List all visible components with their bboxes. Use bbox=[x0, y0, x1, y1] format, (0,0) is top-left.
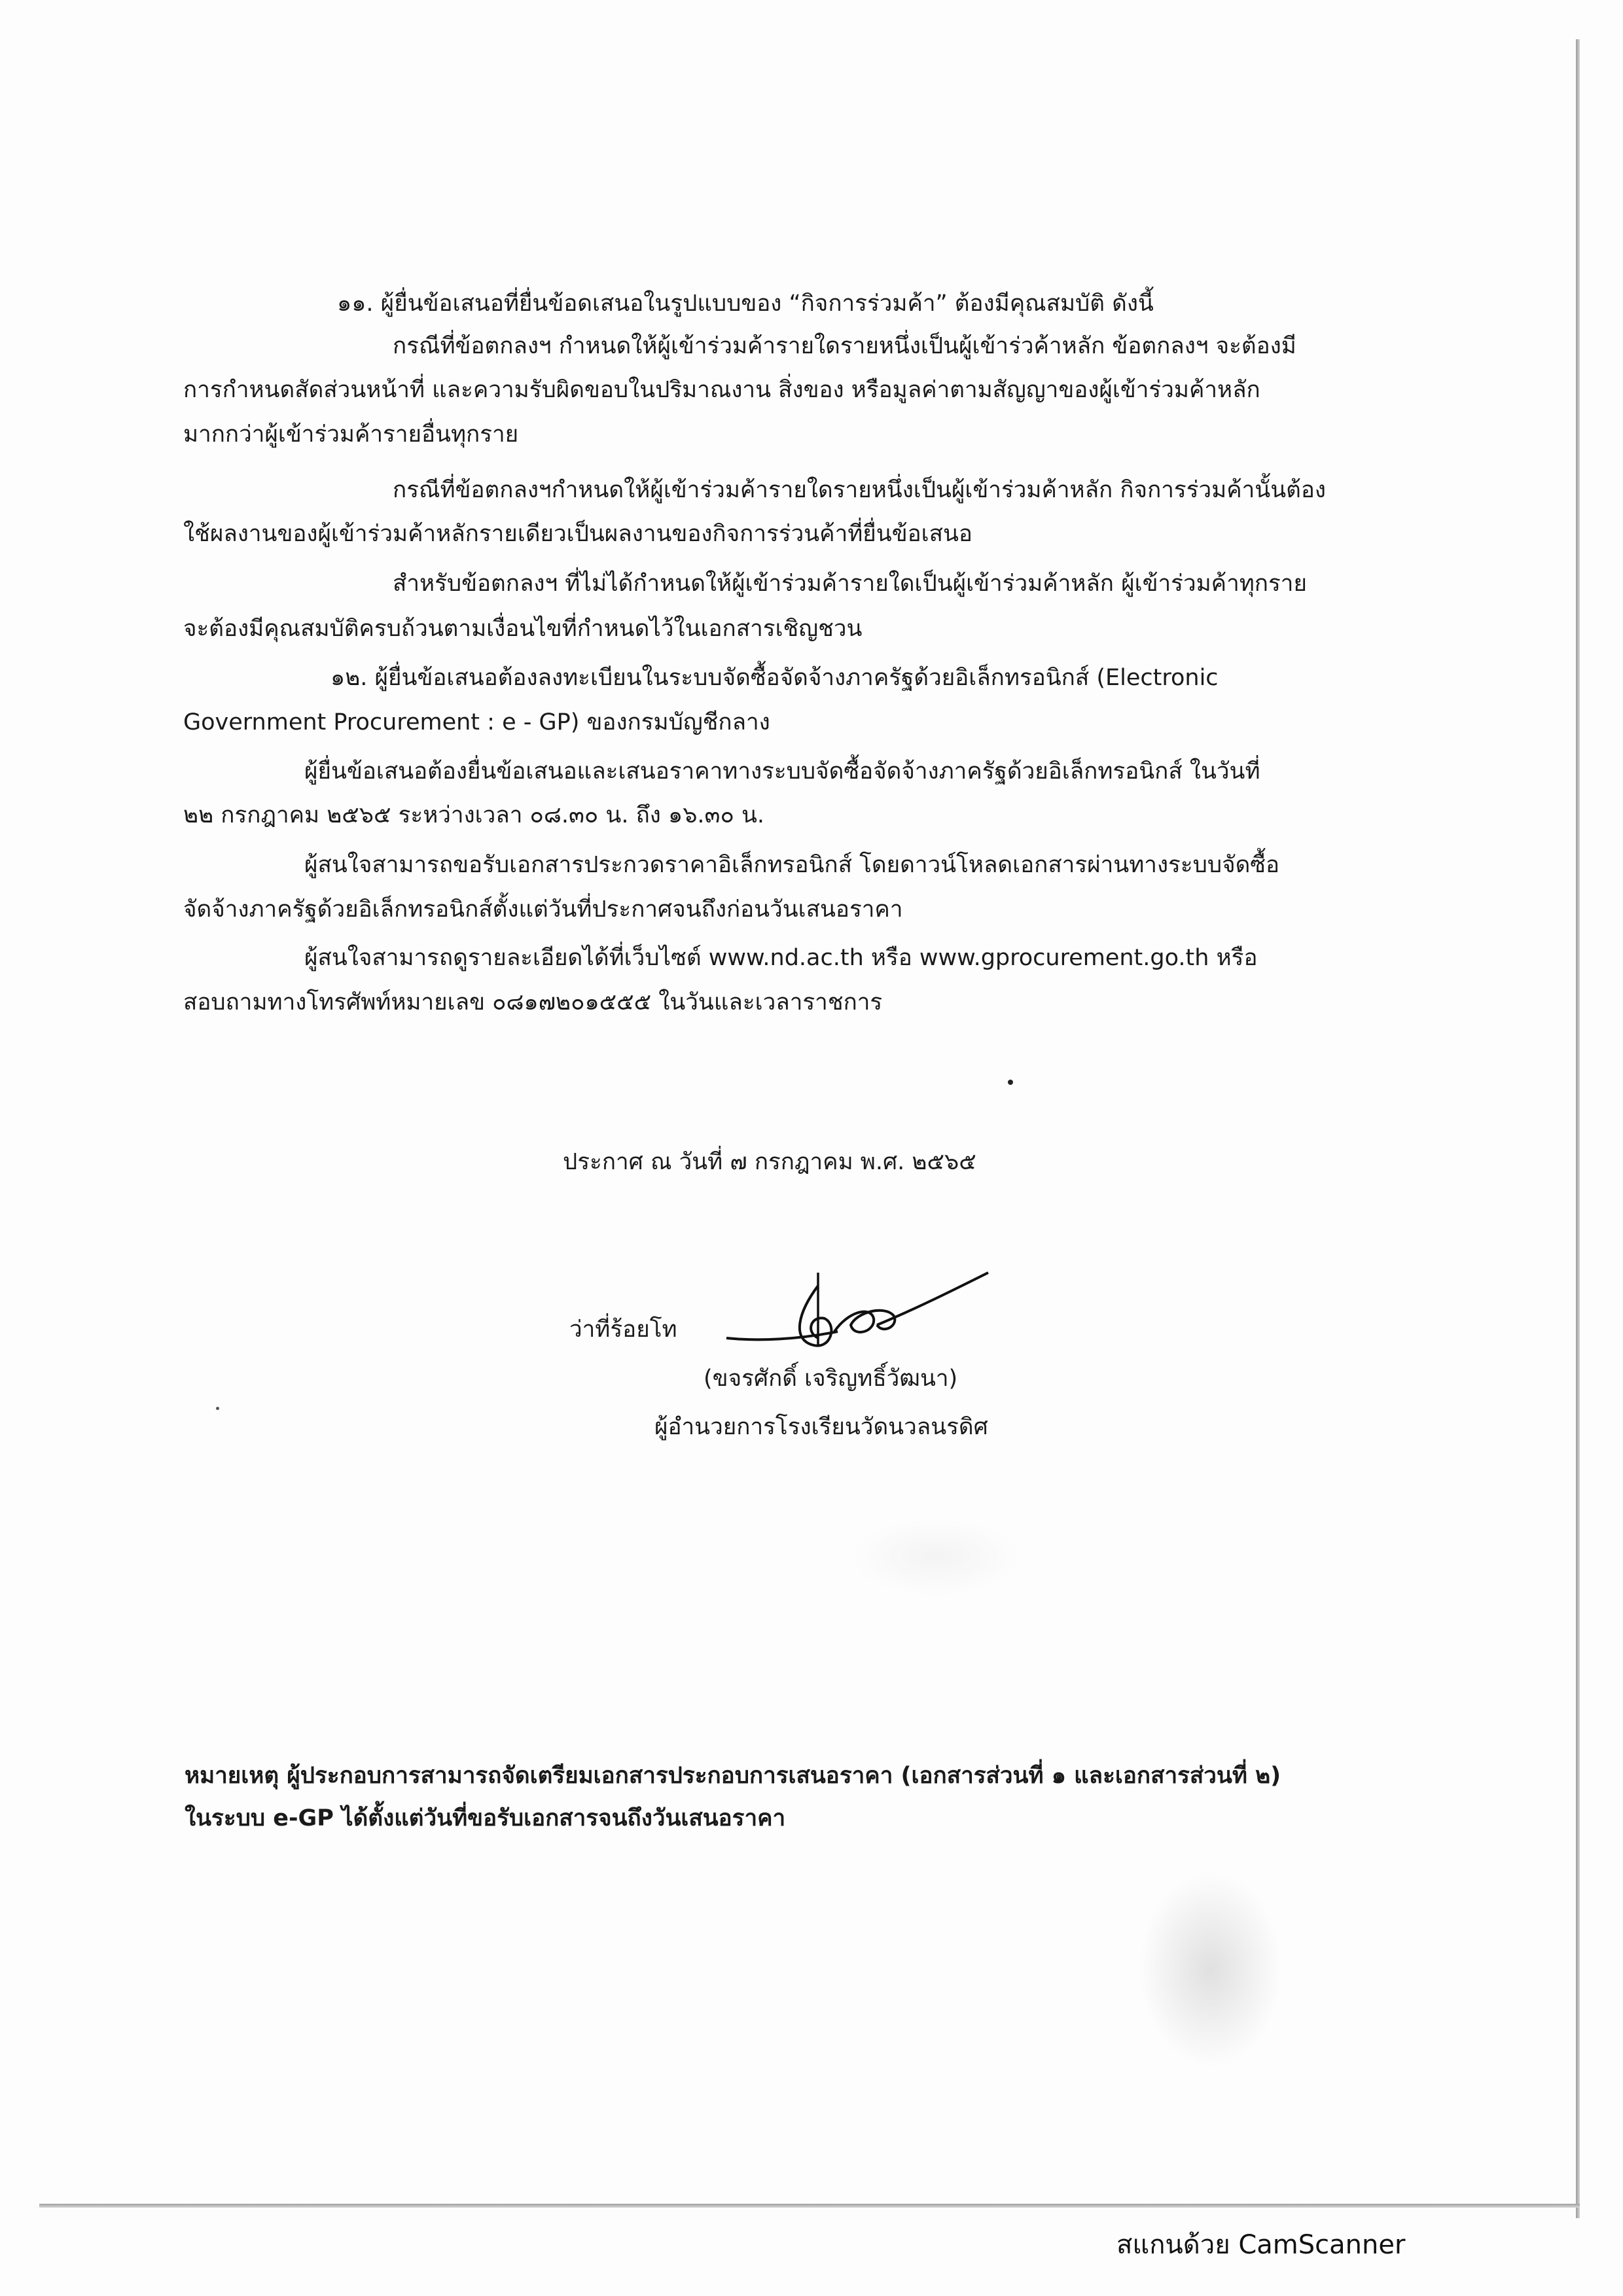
item-11-paragraph-1-line-3: มากกว่าผู้เข้าร่วมค้ารายอื่นทุกราย bbox=[183, 421, 519, 448]
item-11-paragraph-2-line-1: กรณีที่ข้อตกลงฯกำหนดให้ผู้เข้าร่วมค้ารายใดรายหนึ่งเป็นผู้เข้าร่วมค้าหลัก กิจการร่วมค้านั้นต้อง bbox=[393, 477, 1326, 503]
contact-line-2: สอบถามทางโทรศัพท์หมายเลข ๐๘๑๗๒๐๑๕๕๕ ในวันและเวลาราชการ bbox=[183, 989, 883, 1016]
page-edge-right bbox=[1576, 39, 1580, 2218]
note-line-2: ในระบบ e-GP ได้ตั้งแต่วันที่ขอรับเอกสารจนถึงวันเสนอราคา bbox=[185, 1805, 786, 1831]
contact-line-1: ผู้สนใจสามารถดูรายละเอียดได้ที่เว็บไซต์ www.nd.ac.th หรือ www.gprocurement.go.th หรือ bbox=[304, 945, 1258, 971]
signatory-rank: ว่าที่ร้อยโท bbox=[569, 1316, 677, 1343]
item-11-paragraph-3-line-2: จะต้องมีคุณสมบัติครบถ้วนตามเงื่อนไขที่กำหนดไว้ในเอกสารเชิญชวน bbox=[183, 616, 863, 642]
announcement-date: ประกาศ ณ วันที่ ๗ กรกฎาคม พ.ศ. ๒๕๖๕ bbox=[563, 1149, 976, 1175]
submission-line-2: ๒๒ กรกฎาคม ๒๕๖๕ ระหว่างเวลา ๐๘.๓๐ น. ถึง ๑๖.๓๐ น. bbox=[183, 802, 765, 828]
item-11-paragraph-3-line-1: สำหรับข้อตกลงฯ ที่ไม่ได้กำหนดให้ผู้เข้าร่วมค้ารายใดเป็นผู้เข้าร่วมค้าหลัก ผู้เข้าร่วมค้าทุกราย bbox=[393, 571, 1307, 597]
item-11-heading: ๑๑. ผู้ยื่นข้อเสนอที่ยื่นข้อดเสนอในรูปแบบของ “กิจการร่วมค้า” ต้องมีคุณสมบัติ ดังนี้ bbox=[337, 291, 1154, 317]
item-11-paragraph-1-line-1: กรณีที่ข้อตกลงฯ กำหนดให้ผู้เข้าร่วมค้ารายใดรายหนึ่งเป็นผู้เข้าร่วค้าหลัก ข้อตกลงฯ จะต้องมี bbox=[393, 333, 1296, 359]
submission-line-1: ผู้ยื่นข้อเสนอต้องยื่นข้อเสนอและเสนอราคาทางระบบจัดซื้อจัดจ้างภาครัฐด้วยอิเล็กทรอนิกส์ ในวันที่ bbox=[304, 758, 1260, 785]
scan-smudge bbox=[1139, 1871, 1283, 2068]
scan-speck bbox=[216, 1407, 219, 1410]
item-12-line-1: ๑๒. ผู้ยื่นข้อเสนอต้องลงทะเบียนในระบบจัดซื้อจัดจ้างภาครัฐด้วยอิเล็กทรอนิกส์ (Electronic bbox=[330, 665, 1219, 691]
signatory-name: (ขจรศักดิ์ เจริญทธิ์วัฒนา) bbox=[704, 1366, 958, 1392]
scan-smudge bbox=[851, 1518, 1021, 1597]
download-line-2: จัดจ้างภาครัฐด้วยอิเล็กทรอนิกส์ตั้งแต่วันที่ประกาศจนถึงก่อนวันเสนอราคา bbox=[183, 896, 903, 923]
download-line-1: ผู้สนใจสามารถขอรับเอกสารประกวดราคาอิเล็กทรอนิกส์ โดยดาวน์โหลดเอกสารผ่านทางระบบจัดซื้อ bbox=[304, 852, 1280, 878]
item-11-paragraph-2-line-2: ใช้ผลงานของผู้เข้าร่วมค้าหลักรายเดียวเป็นผลงานของกิจการร่วนค้าที่ยื่นข้อเสนอ bbox=[183, 521, 972, 547]
page-edge-bottom bbox=[39, 2204, 1580, 2208]
scan-speck bbox=[1008, 1080, 1013, 1085]
scanner-watermark: สแกนด้วย CamScanner bbox=[1116, 2230, 1406, 2260]
signatory-position: ผู้อำนวยการโรงเรียนวัดนวลนรดิศ bbox=[654, 1414, 988, 1440]
item-11-paragraph-1-line-2: การกำหนดสัดส่วนหน้าที่ และความรับผิดขอบในปริมาณงาน สิ่งของ หรือมูลค่าตามสัญญาของผู้เข้าร่วมค้าหลัก bbox=[183, 377, 1260, 403]
item-12-line-2: Government Procurement : e - GP) ของกรมบัญชีกลาง bbox=[183, 709, 770, 735]
note-line-1: หมายเหตุ ผู้ประกอบการสามารถจัดเตรียมเอกสารประกอบการเสนอราคา (เอกสารส่วนที่ ๑ และเอกสารส่วนที่ ๒) bbox=[185, 1763, 1281, 1789]
signature-mark bbox=[720, 1260, 995, 1377]
